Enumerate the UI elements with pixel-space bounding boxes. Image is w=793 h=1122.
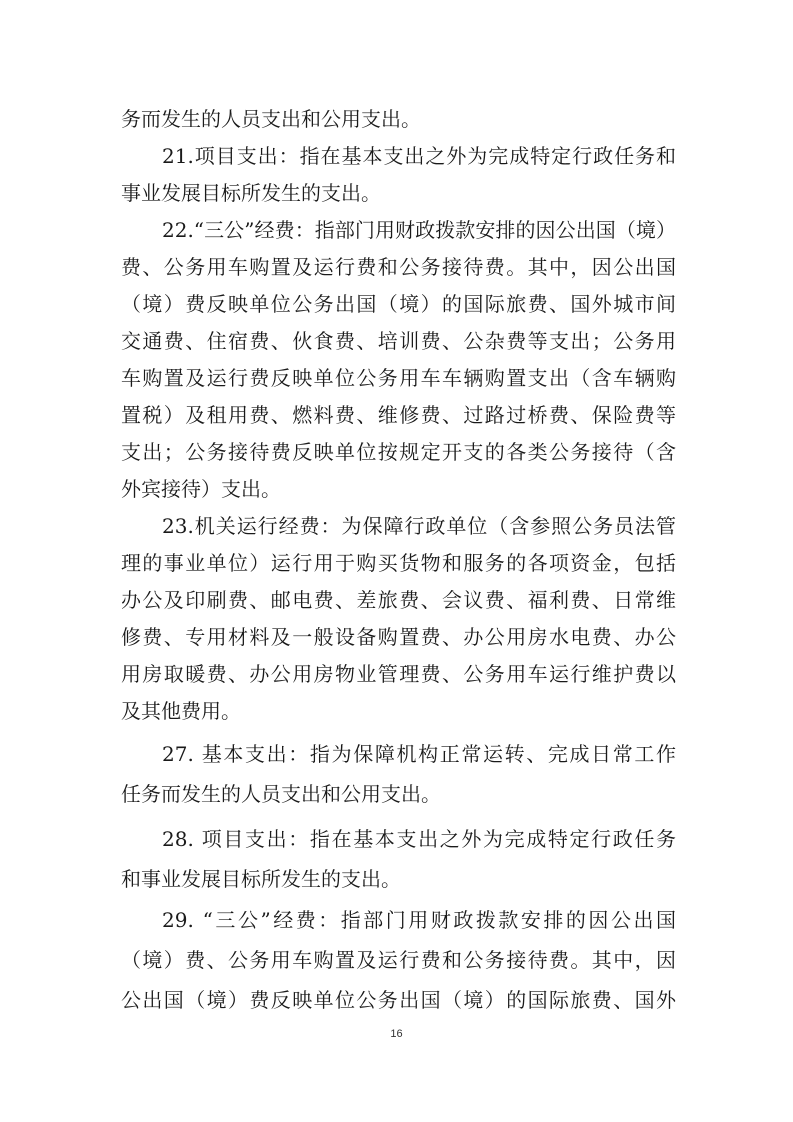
page-number: 16 [390, 1028, 403, 1040]
text-line: 和事业发展目标所发生的支出。 [121, 867, 401, 891]
text-line: 交通费、住宿费、伙食费、培训费、公杂费等支出；公务用 [121, 329, 676, 353]
text-line: 事业发展目标所发生的支出。 [121, 181, 381, 205]
text-line: 修费、专用材料及一般设备购置费、办公用房水电费、办公 [121, 625, 676, 649]
text-line: 29. “三公”经费：指部门用财政拨款安排的因公出国 [162, 908, 676, 932]
text-line: 任务而发生的人员支出和公用支出。 [121, 782, 441, 806]
text-line: 公出国（境）费反映单位公务出国（境）的国际旅费、国外 [121, 988, 676, 1012]
text-line: 27. 基本支出：指为保障机构正常运转、完成日常工作 [162, 742, 676, 766]
text-line: 车购置及运行费反映单位公务用车车辆购置支出（含车辆购 [121, 366, 676, 390]
text-line: （境）费反映单位公务出国（境）的国际旅费、国外城市间 [121, 292, 676, 316]
text-line: 用房取暖费、办公用房物业管理费、公务用车运行维护费以 [121, 662, 676, 686]
text-line: 理的事业单位）运行用于购买货物和服务的各项资金，包括 [121, 551, 676, 575]
text-line: 23.机关运行经费：为保障行政单位（含参照公务员法管 [162, 514, 676, 538]
text-line: 务而发生的人员支出和公用支出。 [121, 107, 421, 131]
text-line: 费、公务用车购置及运行费和公务接待费。其中，因公出国 [121, 255, 676, 279]
text-line: 及其他费用。 [121, 699, 241, 723]
text-line: 21.项目支出：指在基本支出之外为完成特定行政任务和 [162, 144, 676, 168]
text-line: 办公及印刷费、邮电费、差旅费、会议费、福利费、日常维 [121, 588, 676, 612]
text-line: 28. 项目支出：指在基本支出之外为完成特定行政任务 [162, 827, 676, 851]
text-line: 支出；公务接待费反映单位按规定开支的各类公务接待（含 [121, 440, 676, 464]
text-line: 外宾接待）支出。 [121, 477, 281, 501]
text-line: 置税）及租用费、燃料费、维修费、过路过桥费、保险费等 [121, 403, 676, 427]
text-line: （境）费、公务用车购置及运行费和公务接待费。其中，因 [121, 948, 676, 972]
text-line: 22.“三公”经费：指部门用财政拨款安排的因公出国（境） [162, 218, 676, 242]
